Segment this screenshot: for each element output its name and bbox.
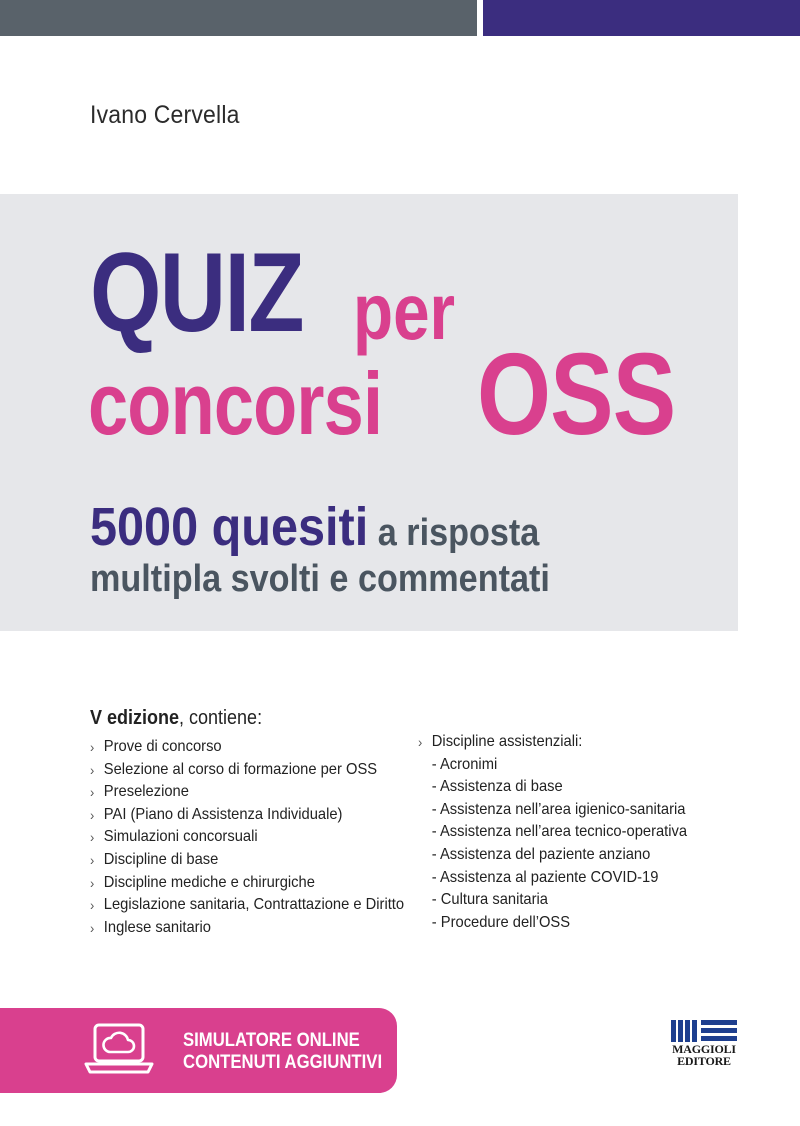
subtitle-line-1 <box>90 497 540 557</box>
list-item: › Simulazioni concorsuali <box>90 826 404 849</box>
list-item: › Inglese sanitario <box>90 917 404 940</box>
list-item: › Discipline di base <box>90 849 404 872</box>
sub-list <box>432 754 687 935</box>
chevron-right-icon: › <box>90 806 95 823</box>
publisher-line-2: EDITORE <box>677 1054 731 1068</box>
simulator-text <box>183 1030 382 1074</box>
contents-list-left <box>90 736 404 939</box>
list-item: › Discipline assistenziali: - Acronimi - Assistenza di base - Assistenza nell’area igienico-sanitaria - Assistenza nell’area tecnico-operativa - Assistenza del paziente anziano - Assistenza al paziente COVID-19 - Cultura sanitaria - Procedure dell’OSS <box>418 731 687 934</box>
sub-list-item: - Assistenza nell’area igienico-sanitaria <box>431 800 686 818</box>
edition-bold: V edizione <box>90 707 180 729</box>
sub-list-item: - Assistenza nell’area tecnico-operativa <box>431 823 688 841</box>
list-item: › Selezione al corso di formazione per OSS <box>90 759 404 782</box>
author-name: Ivano Cervella <box>90 101 240 129</box>
title-oss: OSS <box>477 329 676 459</box>
subtitle-line-2: multipla svolti e commentati <box>90 558 550 600</box>
sub-list-item: - Procedure dell’OSS <box>431 913 571 931</box>
list-item: › Preselezione <box>90 781 404 804</box>
sub-list-item: - Assistenza di base <box>431 778 563 796</box>
contents-list-right <box>418 731 687 934</box>
chevron-right-icon: › <box>418 734 423 750</box>
chevron-right-icon: › <box>90 874 95 891</box>
simulator-line-1: SIMULATORE ONLINE <box>183 1030 360 1051</box>
chevron-right-icon: › <box>90 919 95 936</box>
list-item: › Prove di concorso <box>90 736 404 759</box>
chevron-right-icon: › <box>90 739 95 755</box>
chevron-right-icon: › <box>90 829 95 846</box>
laptop-cloud-icon <box>84 1022 154 1078</box>
title-per: per <box>353 267 456 356</box>
chevron-right-icon: › <box>90 897 95 914</box>
chevron-right-icon: › <box>90 851 95 868</box>
chevron-right-icon: › <box>90 784 95 801</box>
sub-list-item: - Cultura sanitaria <box>431 891 548 909</box>
top-bar-purple <box>483 0 800 36</box>
title-concorsi: concorsi <box>88 354 383 453</box>
publisher-name <box>662 1043 746 1067</box>
edition-heading <box>90 707 262 730</box>
sub-list-item: - Acronimi <box>431 755 498 773</box>
subtitle-strong: 5000 quesiti <box>90 497 369 557</box>
chevron-right-icon: › <box>90 761 95 778</box>
list-item: › Discipline mediche e chirurgiche <box>90 872 404 895</box>
sub-list-item: - Assistenza al paziente COVID-19 <box>431 868 659 886</box>
title-quiz: QUIZ <box>90 230 303 355</box>
list-item: › Legislazione sanitaria, Contrattazione e Diritto <box>90 894 404 917</box>
subtitle-rest: a risposta <box>368 512 540 554</box>
simulator-line-2: CONTENUTI AGGIUNTIVI <box>183 1052 383 1073</box>
sub-list-item: - Assistenza del paziente anziano <box>431 845 651 863</box>
top-bar-gray <box>0 0 477 36</box>
publisher-line-1: MAGGIOLI <box>672 1042 736 1056</box>
edition-rest: , contiene: <box>179 707 263 729</box>
list-item: › PAI (Piano di Assistenza Individuale) <box>90 804 404 827</box>
